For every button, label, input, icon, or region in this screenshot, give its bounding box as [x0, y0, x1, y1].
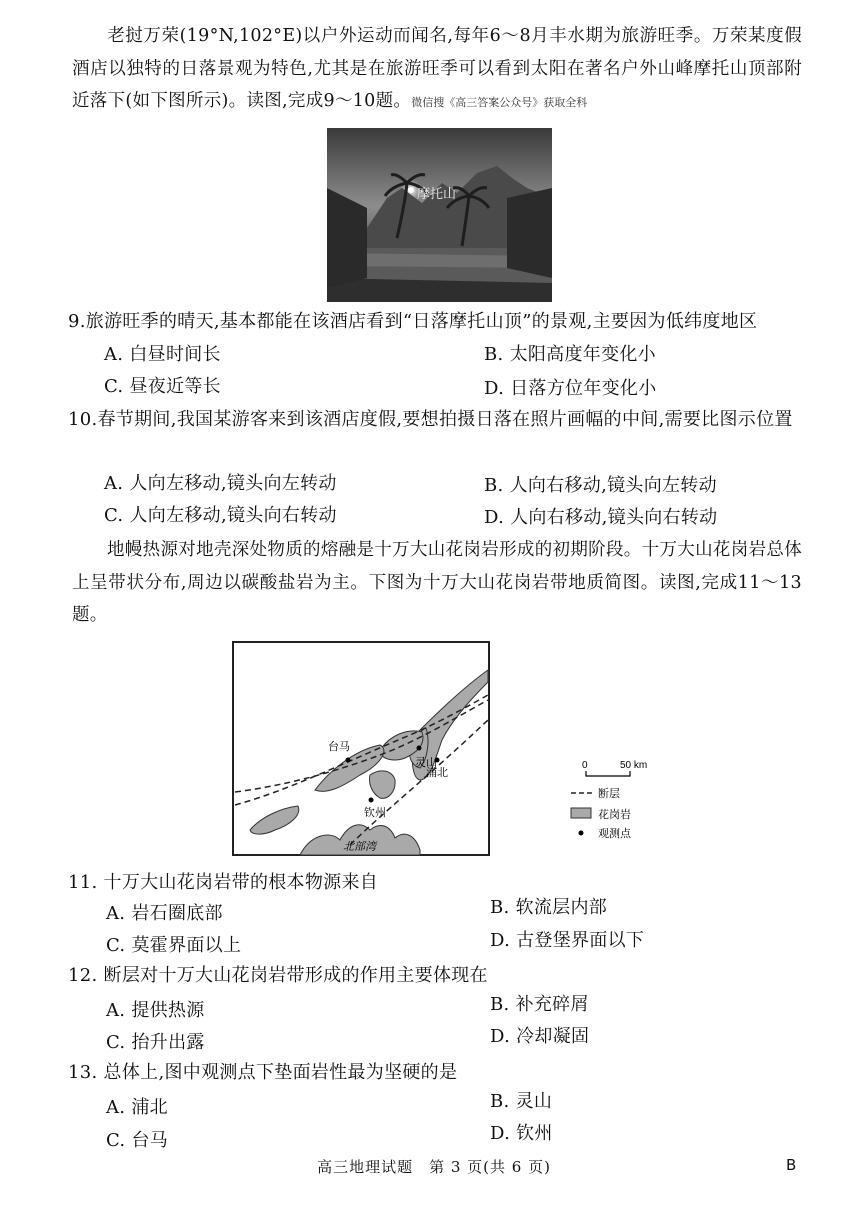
intro-passage-1-text: 老挝万荣(19°N,102°E)以户外运动而闻名,每年6～8月丰水期为旅游旺季。万荣某度假酒店以独特的日落景观为特色,尤其是在旅游旺季可以看到太阳在著名户外山峰摩托山顶部附近落下(如下图所示)。读图,完成9～10题。 [72, 26, 802, 111]
legend-granite-label: 花岗岩 [598, 809, 631, 821]
question-10-stem: 10.春节期间,我国某游客来到该酒店度假,要想拍摄日落在照片画幅的中间,需要比图示位置 [68, 409, 793, 430]
intro-passage-2 [72, 534, 802, 632]
scale-value: 50 km [620, 760, 648, 771]
q9-option-b: B. 太阳高度年变化小 [484, 344, 656, 365]
sunset-photo [327, 128, 552, 302]
place-label-qinzhou: 钦州 [364, 807, 386, 819]
q13-option-b: B. 灵山 [490, 1091, 553, 1112]
watermark-note: 微信搜《高三答案公众号》获取全科 [411, 96, 588, 109]
station-taima [346, 758, 351, 763]
question-11-stem: 11. 十万大山花岗岩带的根本物源来自 [68, 872, 379, 893]
q12-option-a: A. 提供热源 [106, 1000, 205, 1021]
q10-option-d: D. 人向右移动,镜头向右转动 [484, 507, 718, 528]
legend-station-label: 观测点 [598, 828, 631, 840]
q13-option-c: C. 台马 [106, 1130, 169, 1151]
q9-option-c: C. 昼夜近等长 [104, 376, 221, 397]
paper-version-mark: B [786, 1156, 797, 1174]
q11-option-c: C. 莫霍界面以上 [106, 935, 242, 956]
q11-option-d: D. 古登堡界面以下 [490, 930, 645, 951]
legend-station-symbol [579, 831, 584, 836]
legend-fault-label: 断层 [598, 788, 620, 800]
sunset-photo-image [327, 128, 552, 302]
intro-passage-1 [72, 20, 802, 120]
station-qinzhou [369, 798, 374, 803]
station-lingshan [417, 746, 422, 751]
q13-option-d: D. 钦州 [490, 1123, 553, 1144]
question-9-stem: 9.旅游旺季的晴天,基本都能在该酒店看到“日落摩托山顶”的景观,主要因为低纬度地区 [68, 311, 758, 332]
legend-granite-symbol [571, 808, 591, 818]
q12-option-b: B. 补充碎屑 [490, 994, 589, 1015]
q12-option-c: C. 抬升出露 [106, 1032, 205, 1053]
q10-option-c: C. 人向左移动,镜头向右转动 [104, 505, 337, 526]
q12-option-d: D. 冷却凝固 [490, 1026, 590, 1047]
q10-option-b: B. 人向右移动,镜头向左转动 [484, 475, 717, 496]
photo-mountain-label: 摩托山 [417, 187, 457, 202]
place-label-taima: 台马 [328, 741, 350, 753]
place-label-pubei: 浦北 [426, 767, 448, 779]
place-label-beibuwan: 北部湾 [343, 841, 376, 853]
scale-zero: 0 [582, 760, 588, 771]
place-label-lingshan: 灵山 [415, 757, 437, 769]
q11-option-b: B. 软流层内部 [490, 897, 608, 918]
question-13-stem: 13. 总体上,图中观测点下垫面岩性最为坚硬的是 [68, 1062, 458, 1083]
intro-passage-2-text: 地幔热源对地壳深处物质的熔融是十万大山花岗岩形成的初期阶段。十万大山花岗岩总体上呈带状分布,周边以碳酸盐岩为主。下图为十万大山花岗岩带地质简图。读图,完成11～13题。 [72, 540, 802, 625]
q9-option-a: A. 白昼时间长 [104, 344, 221, 365]
granite-belt-map-svg [230, 640, 660, 858]
scale-bar [586, 771, 630, 776]
question-12-stem: 12. 断层对十万大山花岗岩带形成的作用主要体现在 [68, 965, 488, 986]
granite-belt-map [230, 640, 660, 858]
q11-option-a: A. 岩石圈底部 [106, 903, 223, 924]
q13-option-a: A. 浦北 [106, 1097, 168, 1118]
q10-option-a: A. 人向左移动,镜头向左转动 [104, 473, 337, 494]
q9-option-d: D. 日落方位年变化小 [484, 378, 657, 399]
page-footer: 高三地理试题 第 3 页(共 6 页) [317, 1158, 551, 1176]
